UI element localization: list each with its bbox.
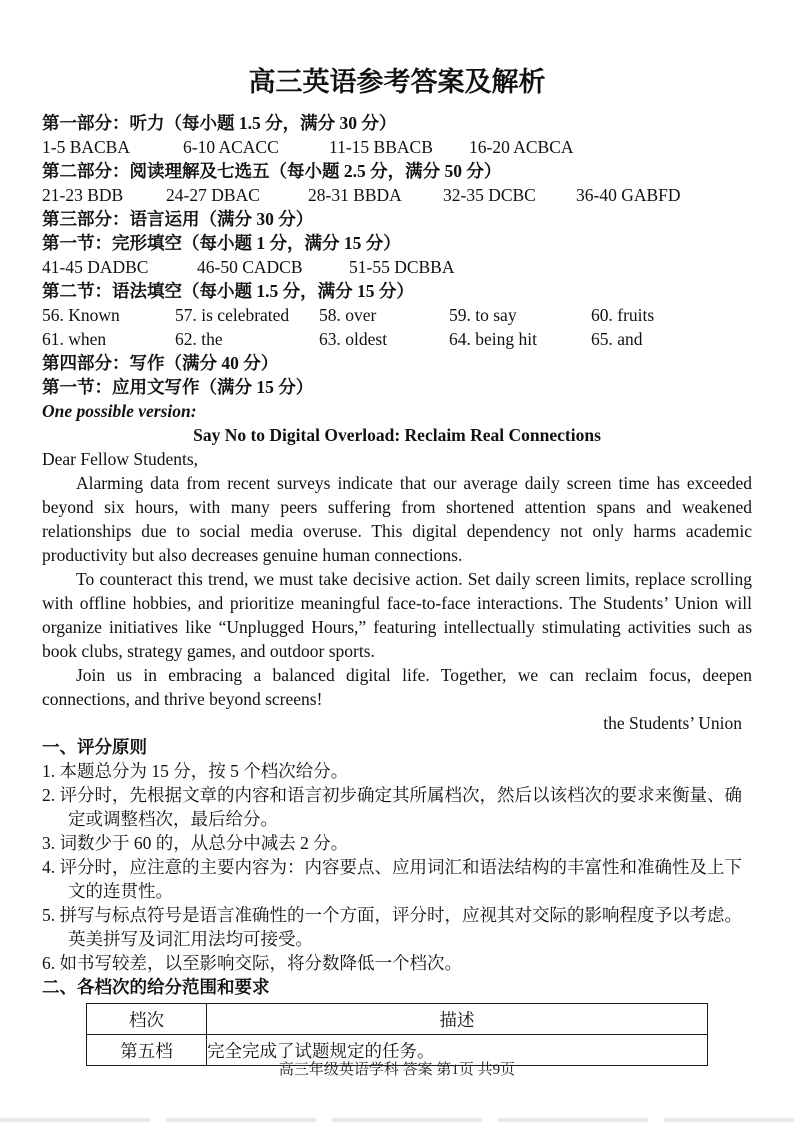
answer-group: 41-45 DADBC (42, 257, 149, 277)
part3-heading: 第三部分：语言运用（满分 30 分） (42, 209, 314, 229)
part1-heading: 第一部分：听力（每小题 1.5 分，满分 30 分） (42, 113, 397, 133)
possible-version-label: One possible version: (42, 401, 197, 421)
essay-title: Say No to Digital Overload: Reclaim Real Connections (193, 425, 601, 445)
grammar-section-heading: 第二节：语法填空（每小题 1.5 分，满分 15 分） (42, 281, 414, 301)
answer-group: 11-15 BBACB (329, 137, 433, 157)
part2-heading: 第二部分：阅读理解及七选五（每小题 2.5 分，满分 50 分） (42, 161, 502, 181)
answer-group: 6-10 ACACC (183, 137, 279, 157)
band-table (86, 1003, 708, 1066)
answer-group: 24-27 DBAC (166, 185, 260, 205)
answer-item: 57. is celebrated (175, 305, 290, 325)
band-cell: 第五档 (87, 1035, 207, 1066)
page-footer: 高三年级英语学科 答案 第1页 共9页 (278, 1062, 516, 1078)
answer-item: 63. oldest (319, 329, 388, 349)
page-break-strip (0, 1118, 794, 1122)
scoring-rule: 5. 拼写与标点符号是语言准确性的一个方面，评分时，应视其对交际的影响程度予以考虑。英美拼写及词汇用法均可接受。 (42, 905, 742, 949)
scoring-rule: 4. 评分时，应注意的主要内容为：内容要点、应用词汇和语法结构的丰富性和准确性及上下文的连贯性。 (42, 857, 742, 901)
essay-signature: the Students’ Union (603, 713, 742, 733)
answer-item: 58. over (319, 305, 377, 325)
scoring-rule: 3. 词数少于 60 的，从总分中减去 2 分。 (42, 833, 349, 853)
scoring-rule: 6. 如书写较差，以至影响交际，将分数降低一个档次。 (42, 953, 462, 973)
essay-salutation: Dear Fellow Students, (42, 449, 199, 469)
band-column-header: 档次 (87, 1004, 207, 1035)
cloze-answer-row (42, 255, 752, 279)
answer-group: 32-35 DCBC (443, 185, 536, 205)
answer-group: 28-31 BBDA (308, 185, 402, 205)
answer-item: 64. being hit (449, 329, 537, 349)
answer-group: 36-40 GABFD (576, 185, 681, 205)
document-title: 高三英语参考答案及解析 (248, 67, 546, 97)
listening-answer-row (42, 135, 752, 159)
part4-heading: 第四部分：写作（满分 40 分） (42, 353, 279, 373)
answer-item: 60. fruits (591, 305, 655, 325)
essay-paragraph: Alarming data from recent surveys indicate that our average daily screen time has exceeded beyond six hours, with many peers suffering from shortened attention spans and weakened relationships due to social media overuse. This digital dependency not only harms academic productivity but also decreases genuine human connections. (42, 473, 752, 565)
answer-item: 65. and (591, 329, 643, 349)
answer-group: 46-50 CADCB (197, 257, 303, 277)
answer-item: 56. Known (42, 305, 120, 325)
answer-group: 21-23 BDB (42, 185, 124, 205)
band-table-heading: 二、各档次的给分范围和要求 (42, 977, 270, 997)
answer-item: 61. when (42, 329, 107, 349)
description-column-header: 描述 (207, 1004, 708, 1035)
scoring-rule: 1. 本题总分为 15 分，按 5 个档次给分。 (42, 761, 349, 781)
answer-item: 59. to say (449, 305, 517, 325)
essay-paragraph: To counteract this trend, we must take decisive action. Set daily screen limits, replace scrolling with offline hobbies, and prioritize meaningful face-to-face interactions. The Students’ Union will organize initiatives like “Unplugged Hours,” featuring intellectually stimulating activities such as book clubs, strategy games, and outdoor sports. (42, 569, 752, 661)
scoring-principles-heading: 一、评分原则 (42, 737, 147, 757)
cloze-section-heading: 第一节：完形填空（每小题 1 分，满分 15 分） (42, 233, 401, 253)
reading-answer-row (42, 183, 752, 207)
essay-paragraph: Join us in embracing a balanced digital life. Together, we can reclaim focus, deepen connections, and thrive beyond screens! (42, 665, 752, 709)
grammar-answer-row-2 (42, 327, 752, 351)
description-cell: 完全完成了试题规定的任务。 (207, 1035, 708, 1066)
answer-group: 16-20 ACBCA (469, 137, 574, 157)
grammar-answer-row-1 (42, 303, 752, 327)
answer-item: 62. the (175, 329, 223, 349)
band-table-header-row (87, 1004, 708, 1035)
answer-group: 1-5 BACBA (42, 137, 130, 157)
answer-group: 51-55 DCBBA (349, 257, 455, 277)
writing-section-heading: 第一节：应用文写作（满分 15 分） (42, 377, 314, 397)
scoring-rule: 2. 评分时，先根据文章的内容和语言初步确定其所属档次，然后以该档次的要求来衡量、确定或调整档次，最后给分。 (42, 785, 742, 829)
